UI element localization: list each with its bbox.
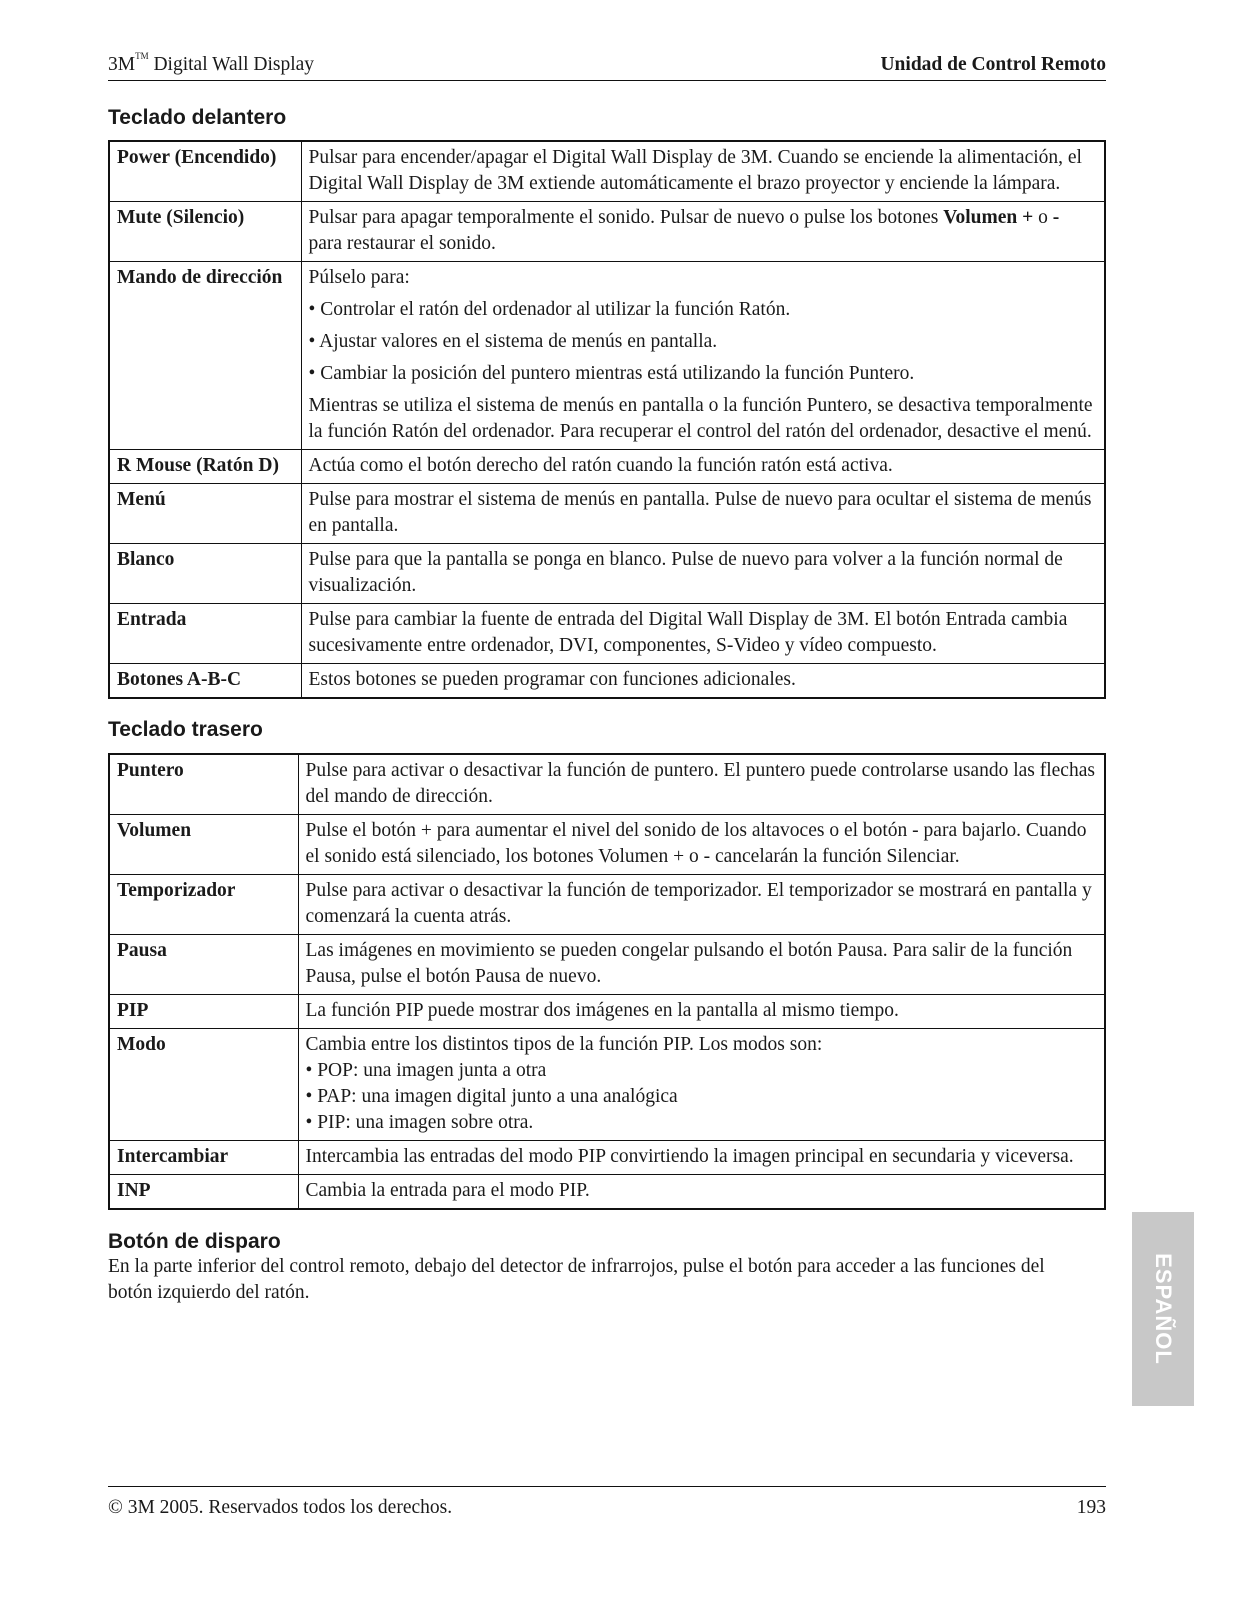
product-name — [108, 51, 315, 76]
key-name: Power (Encendido) — [109, 141, 301, 202]
table-row — [109, 1029, 1105, 1141]
key-name: Mando de dirección — [109, 262, 301, 450]
page — [108, 46, 1106, 1306]
key-name: Volumen — [109, 815, 298, 875]
trigger-button-title: Botón de disparo — [108, 1230, 281, 1253]
key-name: Temporizador — [109, 875, 298, 935]
key-description: Actúa como el botón derecho del ratón cuando la función ratón está activa. — [301, 450, 1105, 484]
list-item: • Controlar el ratón del ordenador al utilizar la función Ratón. — [309, 297, 1098, 323]
key-name: Mute (Silencio) — [109, 202, 301, 262]
description-intro: Cambia entre los distintos tipos de la función PIP. Los modos son: — [305, 1034, 823, 1055]
description-intro: Púlselo para: — [308, 267, 410, 288]
table-row — [109, 1141, 1105, 1175]
product-model: Digital Wall Display — [148, 54, 315, 75]
description-text: Pulsar para apagar temporalmente el sonido. Pulsar de nuevo o pulse los botones — [308, 207, 944, 228]
key-description: Pulse para mostrar el sistema de menús en pantalla. Pulse de nuevo para ocultar el sistema de menús en pantalla. — [301, 484, 1105, 544]
table-row — [109, 754, 1105, 815]
description-text: o — [1033, 207, 1053, 228]
key-description: Pulse para activar o desactivar la función de puntero. El puntero puede controlarse usando las flechas del mando de dirección. — [298, 754, 1105, 815]
table-row — [109, 141, 1105, 202]
rear-keypad-table — [108, 753, 1106, 1210]
key-description: Pulse para que la pantalla se ponga en blanco. Pulse de nuevo para volver a la función normal de visualización. — [301, 544, 1105, 604]
list-item: • PIP: una imagen sobre otra. — [306, 1110, 1098, 1136]
table-row — [109, 484, 1105, 544]
key-description: Estos botones se pueden programar con funciones adicionales. — [301, 664, 1105, 699]
rear-keypad-title: Teclado trasero — [108, 718, 263, 741]
bullet-list — [306, 1058, 1098, 1136]
description-emphasis: Volumen + — [943, 207, 1034, 228]
table-row — [109, 202, 1105, 262]
description-text: para restaurar el sonido. — [308, 233, 496, 254]
key-name: R Mouse (Ratón D) — [109, 450, 301, 484]
front-keypad-title: Teclado delantero — [108, 106, 287, 129]
key-description: Pulse para activar o desactivar la función de temporizador. El temporizador se mostrará en pantalla y comenzará la cuenta atrás. — [298, 875, 1105, 935]
list-item: • PAP: una imagen digital junto a una analógica — [306, 1084, 1098, 1110]
table-row — [109, 935, 1105, 995]
key-description: Las imágenes en movimiento se pueden congelar pulsando el botón Pausa. Para salir de la función Pausa, pulse el botón Pausa de nuevo. — [298, 935, 1105, 995]
table-row — [109, 1175, 1105, 1210]
key-name: Intercambiar — [109, 1141, 298, 1175]
table-row — [109, 544, 1105, 604]
key-name: Puntero — [109, 754, 298, 815]
key-name: Menú — [109, 484, 301, 544]
language-tab-label: ESPAÑOL — [1151, 1253, 1176, 1365]
list-item: • Ajustar valores en el sistema de menús en pantalla. — [309, 329, 1098, 355]
copyright-notice: © 3M 2005. Reservados todos los derechos. — [108, 1497, 453, 1518]
key-description: Pulse para cambiar la fuente de entrada del Digital Wall Display de 3M. El botón Entrada cambia sucesivamente entre ordenador, DVI, componentes, S-Video y vídeo compuesto. — [301, 604, 1105, 664]
description-emphasis: - — [1052, 207, 1060, 228]
key-description: La función PIP puede mostrar dos imágenes en la pantalla al mismo tiempo. — [298, 995, 1105, 1029]
page-footer — [108, 1486, 1106, 1519]
trigger-button-text: En la parte inferior del control remoto, debajo del detector de infrarrojos, pulse el botón para acceder a las funciones del botón izquierdo del ratón. — [108, 1256, 1045, 1303]
key-name: Blanco — [109, 544, 301, 604]
table-row — [109, 450, 1105, 484]
key-name: PIP — [109, 995, 298, 1029]
table-row — [109, 262, 1105, 450]
key-name: Entrada — [109, 604, 301, 664]
table-row — [109, 664, 1105, 699]
chapter-title: Unidad de Control Remoto — [880, 54, 1106, 75]
front-keypad-table — [108, 140, 1106, 699]
key-name: INP — [109, 1175, 298, 1210]
page-header — [108, 46, 1106, 81]
trademark-mark: TM — [135, 51, 149, 61]
list-item: • Cambiar la posición del puntero mientras está utilizando la función Puntero. — [309, 361, 1098, 387]
table-row — [109, 815, 1105, 875]
table-row — [109, 604, 1105, 664]
table-row — [109, 875, 1105, 935]
description-note: Mientras se utiliza el sistema de menús en pantalla o la función Puntero, se desactiva temporalmente la función Ratón del ordenador. Para recuperar el control del ratón del ordenador, desactive el menú. — [308, 395, 1093, 442]
key-description — [301, 202, 1105, 262]
page-number: 193 — [1076, 1497, 1106, 1518]
key-description: Intercambia las entradas del modo PIP convirtiendo la imagen principal en secundaria y viceversa. — [298, 1141, 1105, 1175]
bullet-list — [309, 297, 1098, 387]
product-brand: 3M — [108, 54, 136, 75]
list-item: • POP: una imagen junta a otra — [306, 1058, 1098, 1084]
language-tab — [1132, 1212, 1194, 1406]
key-description: Cambia la entrada para el modo PIP. — [298, 1175, 1105, 1210]
key-description: Pulsar para encender/apagar el Digital Wall Display de 3M. Cuando se enciende la alimentación, el Digital Wall Display de 3M extiende automáticamente el brazo proyector y enciende la lámpara. — [301, 141, 1105, 202]
table-row — [109, 995, 1105, 1029]
key-name: Botones A-B-C — [109, 664, 301, 699]
key-description: Pulse el botón + para aumentar el nivel del sonido de los altavoces o el botón - para bajarlo. Cuando el sonido está silenciado, los botones Volumen + o - cancelarán la función Silenciar. — [298, 815, 1105, 875]
key-name: Modo — [109, 1029, 298, 1141]
key-description — [298, 1029, 1105, 1141]
key-description — [301, 262, 1105, 450]
key-name: Pausa — [109, 935, 298, 995]
